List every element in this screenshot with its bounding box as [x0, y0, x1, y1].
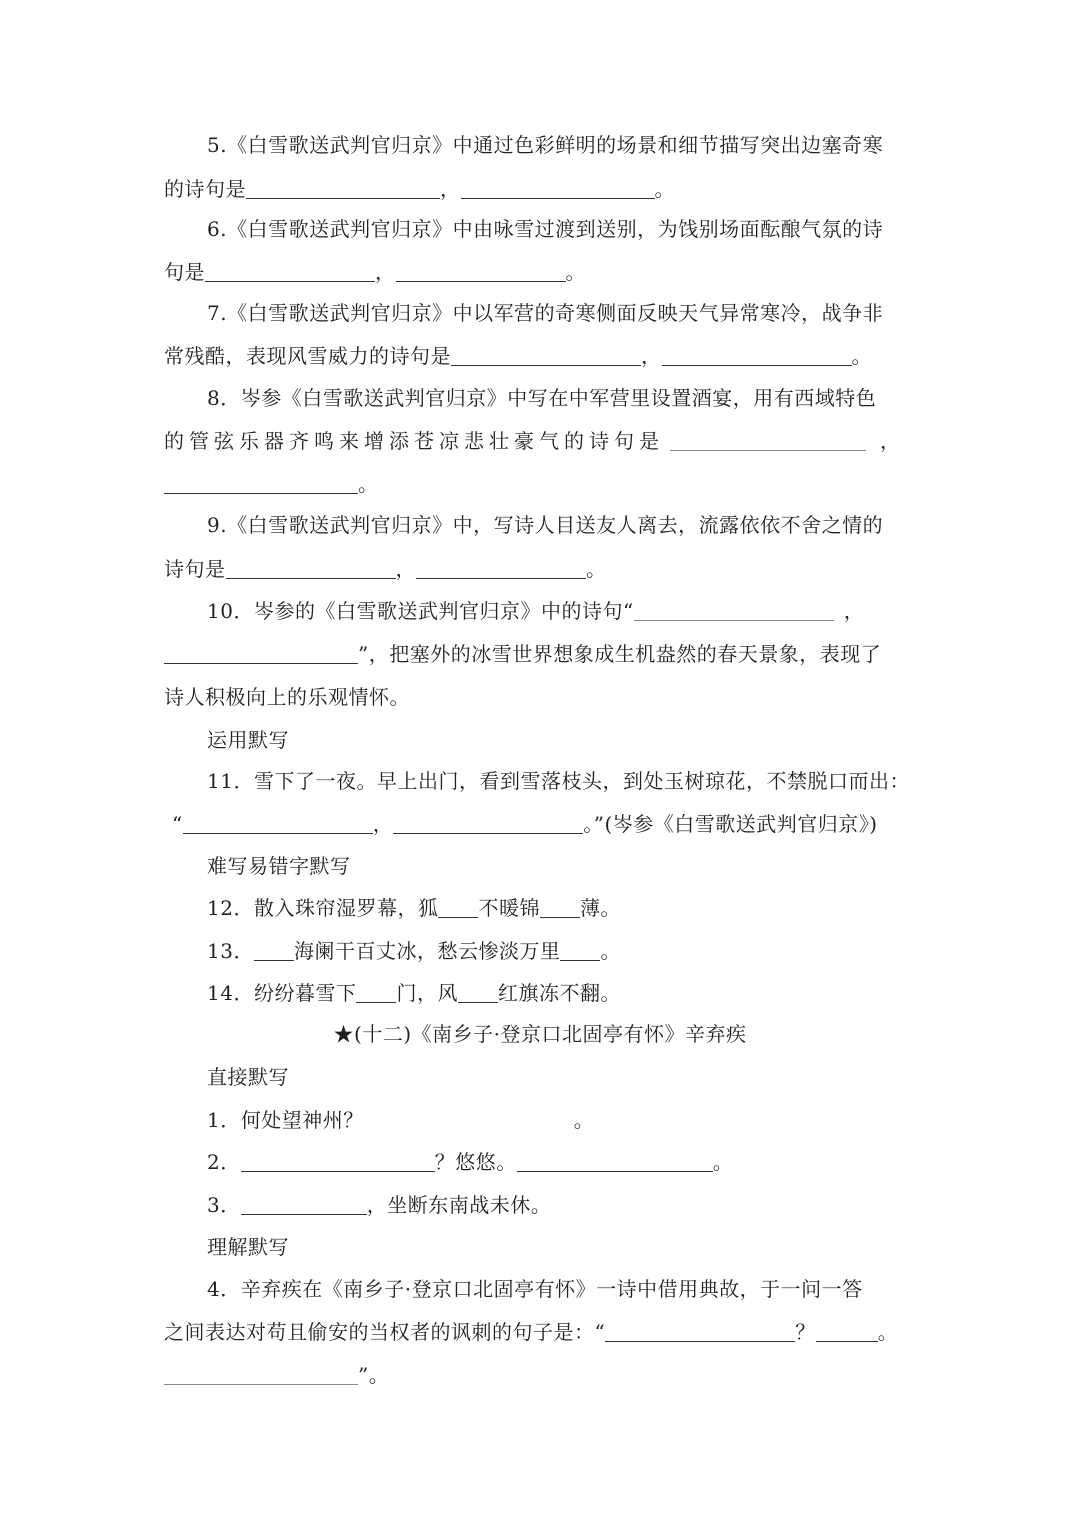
p4-prefix: 之间表达对苟且偷安的当权者的讽刺的句子是：“ [164, 1320, 606, 1344]
q7-line1: 7.《白雪歌送武判官归京》中以军营的奇寒侧面反映天气异常寒冷，战争非 [207, 301, 884, 325]
q9-comma: ， [395, 557, 416, 581]
q9-period: 。 [586, 557, 607, 581]
q12-part-b: 不暖锦 [478, 896, 540, 920]
q11-blank-1[interactable] [183, 813, 373, 834]
q14-part-b: 门，风 [396, 981, 458, 1005]
q5-period: 。 [654, 177, 675, 201]
q13-part-a: 13． [207, 939, 254, 963]
q6-blank-1[interactable] [205, 261, 375, 282]
p1-period: 。 [573, 1108, 595, 1132]
q7-line2 [164, 342, 916, 370]
q10-blank-2[interactable] [164, 643, 358, 664]
p4-question-mark: ？ [795, 1320, 816, 1344]
q12-blank-2[interactable] [540, 897, 580, 918]
q6-comma: ， [375, 260, 396, 284]
q12-part-a: 12．散入珠帘湿罗幕，狐 [207, 896, 439, 920]
q8-prefix: 的管弦乐器齐鸣来增添苍凉悲壮豪气的诗句是 [164, 429, 664, 453]
q10-suffix: ”，把塞外的冰雪世界想象成生机盎然的春天景象，表现了 [358, 642, 882, 666]
poem-title: ★(十二)《南乡子·登京口北固亭有怀》辛弃疾 [333, 1022, 747, 1046]
q5-prefix: 的诗句是 [164, 177, 246, 201]
p2-middle: ？悠悠。 [434, 1150, 517, 1174]
q8-line2 [164, 427, 916, 455]
q13-blank-1[interactable] [254, 940, 294, 961]
p4-period: 。 [877, 1320, 899, 1344]
q10-line1 [207, 597, 916, 625]
q5-comma: ， [440, 177, 461, 201]
p3-line [207, 1191, 916, 1219]
q11-line2 [172, 810, 924, 838]
q7-blank-2[interactable] [662, 345, 852, 366]
q9-line2 [164, 555, 916, 583]
p2-blank-2[interactable] [517, 1151, 713, 1172]
q5-line1: 5.《白雪歌送武判官归京》中通过色彩鲜明的场景和细节描写突出边塞奇寒 [207, 133, 884, 157]
section-hard-heading: 难写易错字默写 [207, 854, 351, 878]
q9-blank-2[interactable] [416, 558, 586, 579]
q10-line3: 诗人积极向上的乐观情怀。 [164, 685, 410, 709]
q5-blank-2[interactable] [461, 178, 655, 199]
p4-close: ”。 [358, 1363, 390, 1387]
q9-line1: 9.《白雪歌送武判官归京》中，写诗人目送友人离去，流露依依不舍之情的 [207, 513, 884, 537]
p2-blank-1[interactable] [241, 1151, 435, 1172]
q8-period: 。 [358, 472, 379, 496]
q14-line [207, 979, 916, 1007]
section-direct-heading: 直接默写 [207, 1065, 289, 1089]
p2-prefix: 2． [207, 1150, 241, 1174]
q14-blank-2[interactable] [458, 982, 498, 1003]
q8-blank-2[interactable] [164, 473, 358, 494]
q7-prefix: 常残酷，表现风雪威力的诗句是 [164, 344, 451, 368]
q11-open-quote: “ [172, 812, 183, 836]
q5-blank-1[interactable] [246, 178, 440, 199]
q11-suffix: 。”(岑参《白雪歌送武判官归京》) [583, 812, 878, 836]
q5-line2 [164, 175, 916, 203]
q9-blank-1[interactable] [226, 558, 396, 579]
q10-comma: ， [843, 599, 865, 623]
p2-line [207, 1148, 916, 1176]
p1-prefix: 1．何处望神州？ [207, 1108, 364, 1132]
q8-comma: ， [880, 429, 901, 453]
q11-blank-2[interactable] [393, 813, 583, 834]
q13-part-b: 海阑干百丈冰，愁云惨淡万里 [293, 939, 561, 963]
p4-line1: 4．辛弃疾在《南乡子·登京口北固亭有怀》一诗中借用典故，于一问一答 [207, 1277, 863, 1301]
p4-blank-3[interactable] [164, 1364, 358, 1385]
q6-line2 [164, 258, 916, 286]
q6-blank-2[interactable] [396, 261, 566, 282]
p4-line3 [164, 1361, 916, 1389]
q10-blank-1[interactable] [634, 600, 834, 621]
p3-suffix: ，坐断东南战未休。 [366, 1193, 552, 1217]
q6-line1: 6.《白雪歌送武判官归京》中由咏雪过渡到送别，为饯别场面酝酿气氛的诗 [207, 217, 884, 241]
q8-blank-1[interactable] [670, 430, 866, 451]
p4-blank-1[interactable] [605, 1321, 795, 1342]
q8-line3 [164, 470, 916, 498]
q10-line2 [164, 640, 916, 668]
q13-part-c: 。 [600, 939, 621, 963]
p4-blank-2[interactable] [816, 1321, 878, 1342]
p3-prefix: 3． [207, 1193, 241, 1217]
q9-prefix: 诗句是 [164, 557, 226, 581]
section-apply-heading: 运用默写 [207, 728, 289, 752]
q13-blank-2[interactable] [560, 940, 600, 961]
q14-blank-1[interactable] [356, 982, 396, 1003]
q6-prefix: 句是 [164, 260, 205, 284]
q7-comma: ， [641, 344, 662, 368]
q12-blank-1[interactable] [438, 897, 478, 918]
q14-part-a: 14．纷纷暮雪下 [207, 981, 357, 1005]
q7-period: 。 [851, 344, 872, 368]
q8-line1: 8．岑参《白雪歌送武判官归京》中写在中军营里设置酒宴，用有西域特色 [207, 386, 877, 410]
q10-prefix: 10．岑参的《白雪歌送武判官归京》中的诗句“ [207, 599, 634, 623]
q6-period: 。 [565, 260, 586, 284]
q11-comma: ， [372, 812, 394, 836]
q11-line1: 11．雪下了一夜。早上出门，看到雪落枝头，到处玉树琼花，不禁脱口而出： [207, 769, 910, 793]
q13-line [207, 937, 916, 965]
q12-line [207, 894, 916, 922]
q7-blank-1[interactable] [451, 345, 641, 366]
p3-blank[interactable] [241, 1194, 367, 1215]
p2-period: 。 [712, 1150, 734, 1174]
section-understand-heading: 理解默写 [207, 1235, 289, 1259]
p1-line [207, 1106, 916, 1134]
q14-part-c: 红旗冻不翻。 [497, 981, 621, 1005]
p4-line2 [164, 1318, 916, 1346]
q12-part-c: 薄。 [579, 896, 621, 920]
